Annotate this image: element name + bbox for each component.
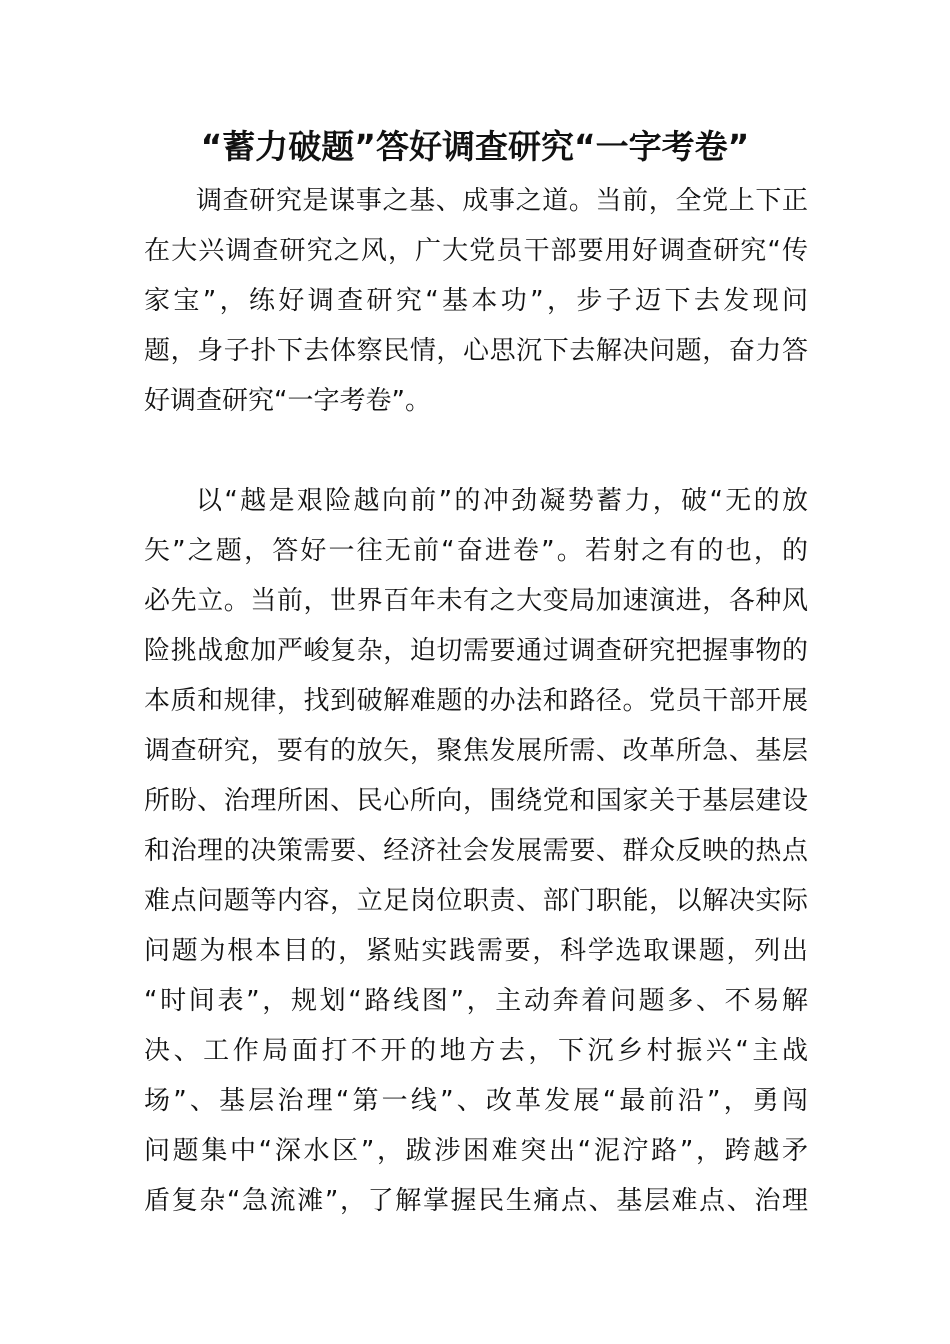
paragraph-line: 场”、基层治理“第一线”、改革发展“最前沿”，勇闯 bbox=[144, 1086, 808, 1116]
paragraph-line: 所盼、治理所困、民心所向，围绕党和国家关于基层建设 bbox=[144, 786, 808, 816]
paragraph-line: 调查研究是谋事之基、成事之道。当前，全党上下正 bbox=[196, 186, 808, 216]
paragraph-line: 在大兴调查研究之风，广大党员干部要用好调查研究“传 bbox=[144, 236, 808, 266]
paragraph-line: 家宝”，练好调查研究“基本功”，步子迈下去发现问 bbox=[144, 286, 808, 316]
paragraph-line: 题，身子扑下去体察民情，心思沉下去解决问题，奋力答 bbox=[144, 336, 808, 366]
paragraph-line: 和治理的决策需要、经济社会发展需要、群众反映的热点 bbox=[144, 836, 808, 866]
paragraph-line: 难点问题等内容，立足岗位职责、部门职能，以解决实际 bbox=[144, 886, 808, 916]
paragraph-line: 险挑战愈加严峻复杂，迫切需要通过调查研究把握事物的 bbox=[144, 636, 808, 666]
paragraph-line: 矢”之题，答好一往无前“奋进卷”。若射之有的也，的 bbox=[144, 536, 808, 566]
paragraph-line: 问题为根本目的，紧贴实践需要，科学选取课题，列出 bbox=[144, 936, 808, 966]
paragraph-line: 决、工作局面打不开的地方去，下沉乡村振兴“主战 bbox=[144, 1036, 808, 1066]
document-title: “蓄力破题”答好调查研究“一字考卷” bbox=[200, 127, 750, 166]
paragraph-line: 盾复杂“急流滩”，了解掌握民生痛点、基层难点、治理 bbox=[144, 1186, 808, 1216]
paragraph-line: 好调查研究“一字考卷”。 bbox=[144, 386, 431, 416]
paragraph-2 bbox=[144, 476, 808, 1226]
paragraph-line: 本质和规律，找到破解难题的办法和路径。党员干部开展 bbox=[144, 686, 808, 716]
paragraph-line: “时间表”，规划“路线图”，主动奔着问题多、不易解 bbox=[144, 986, 808, 1016]
paragraph-line: 必先立。当前，世界百年未有之大变局加速演进，各种风 bbox=[144, 586, 808, 616]
paragraph-line: 问题集中“深水区”，跋涉困难突出“泥泞路”，跨越矛 bbox=[144, 1136, 808, 1166]
paragraph-1 bbox=[144, 176, 808, 426]
paragraph-line: 调查研究，要有的放矢，聚焦发展所需、改革所急、基层 bbox=[144, 736, 808, 766]
paragraph-line: 以“越是艰险越向前”的冲劲凝势蓄力，破“无的放 bbox=[196, 486, 808, 516]
